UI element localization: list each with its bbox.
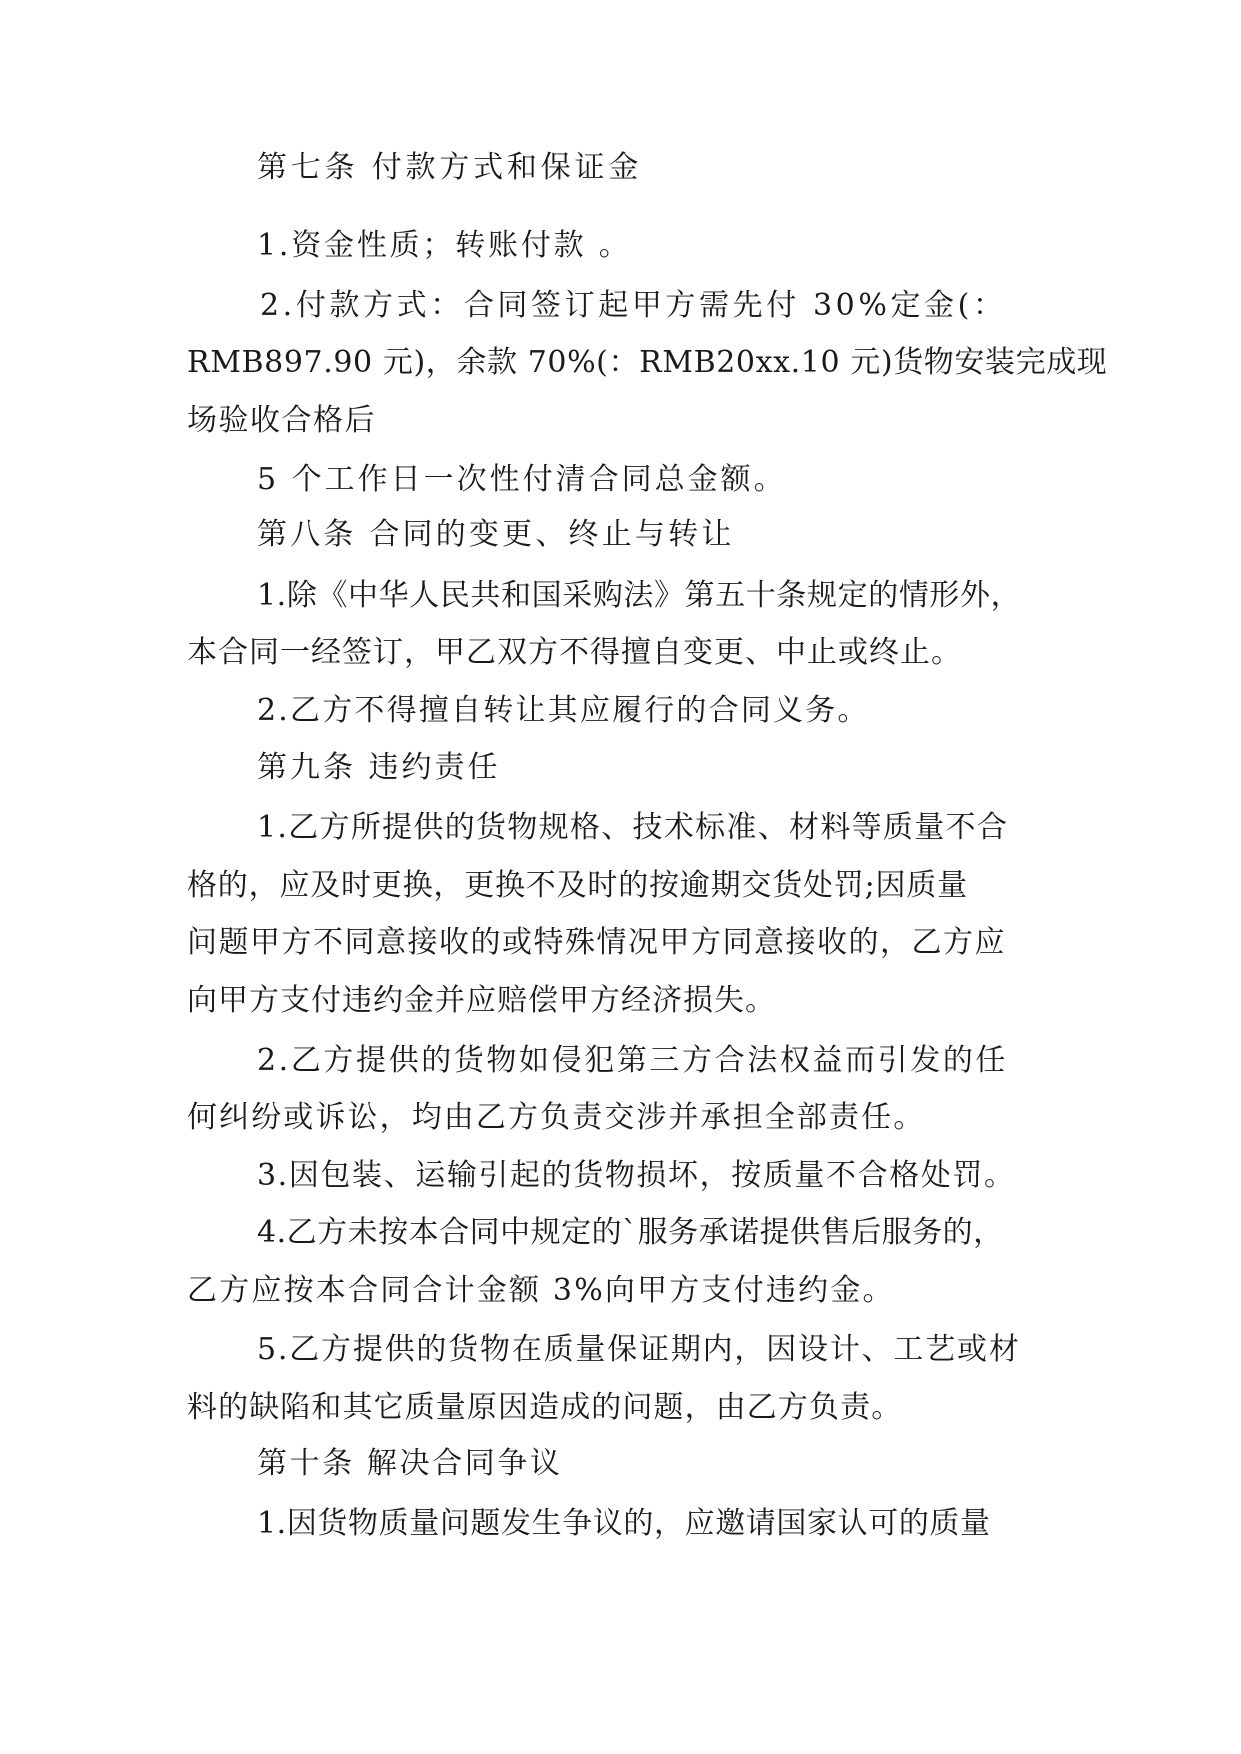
article-9-item-2-line-2: 何纠纷或诉讼，均由乙方负责交涉并承担全部责任。 bbox=[187, 1100, 926, 1135]
article-9-item-2-line-1: 2.乙方提供的货物如侵犯第三方合法权益而引发的任 bbox=[257, 1043, 1009, 1078]
article-9-item-4-line-2: 乙方应按本合同合计金额 3%向甲方支付违约金。 bbox=[187, 1273, 895, 1308]
article-8-item-2: 2.乙方不得擅自转让其应履行的合同义务。 bbox=[257, 693, 870, 728]
article-9-item-1-line-3: 问题甲方不同意接收的或特殊情况甲方同意接收的，乙方应 bbox=[187, 925, 1006, 960]
article-7-item-1: 1.资金性质；转账付款 。 bbox=[257, 228, 632, 263]
article-9-item-4-line-1: 4.乙方未按本合同中规定的`服务承诺提供售后服务的， bbox=[257, 1215, 1004, 1250]
article-10-heading: 第十条 解决合同争议 bbox=[257, 1446, 563, 1481]
article-9-item-5-line-1: 5.乙方提供的货物在质量保证期内，因设计、工艺或材 bbox=[257, 1332, 1021, 1367]
article-9-item-1-line-2: 格的，应及时更换，更换不及时的按逾期交货处罚;因质量 bbox=[187, 868, 968, 903]
article-7-item-2-line-2: RMB897.90 元)，余款 70%(：RMB20xx.10 元)货物安装完成现 bbox=[187, 345, 1108, 380]
article-9-item-3: 3.因包装、运输引起的货物损坏，按质量不合格处罚。 bbox=[257, 1158, 1016, 1193]
article-7-item-2-line-4: 5 个工作日一次性付清合同总金额。 bbox=[257, 462, 787, 497]
article-8-item-1-line-1: 1.除《中华人民共和国采购法》第五十条规定的情形外， bbox=[257, 578, 1022, 613]
article-10-item-1-line-1: 1.因货物质量问题发生争议的，应邀请国家认可的质量 bbox=[257, 1506, 991, 1541]
article-9-item-5-line-2: 料的缺陷和其它质量原因造成的问题，由乙方负责。 bbox=[187, 1390, 903, 1425]
article-9-heading: 第九条 违约责任 bbox=[257, 750, 501, 785]
article-8-item-1-line-2: 本合同一经签订，甲乙双方不得擅自变更、中止或终止。 bbox=[187, 635, 962, 670]
article-9-item-1-line-1: 1.乙方所提供的货物规格、技术标准、材料等质量不合 bbox=[257, 810, 1009, 845]
article-7-item-2-line-1: 2.付款方式：合同签订起甲方需先付 30%定金(： bbox=[260, 288, 1007, 323]
article-9-item-1-line-4: 向甲方支付违约金并应赔偿甲方经济损失。 bbox=[187, 983, 776, 1018]
article-8-heading: 第八条 合同的变更、终止与转让 bbox=[257, 517, 735, 552]
article-7-heading: 第七条 付款方式和保证金 bbox=[257, 150, 643, 185]
article-7-item-2-line-3: 场验收合格后 bbox=[187, 403, 376, 438]
